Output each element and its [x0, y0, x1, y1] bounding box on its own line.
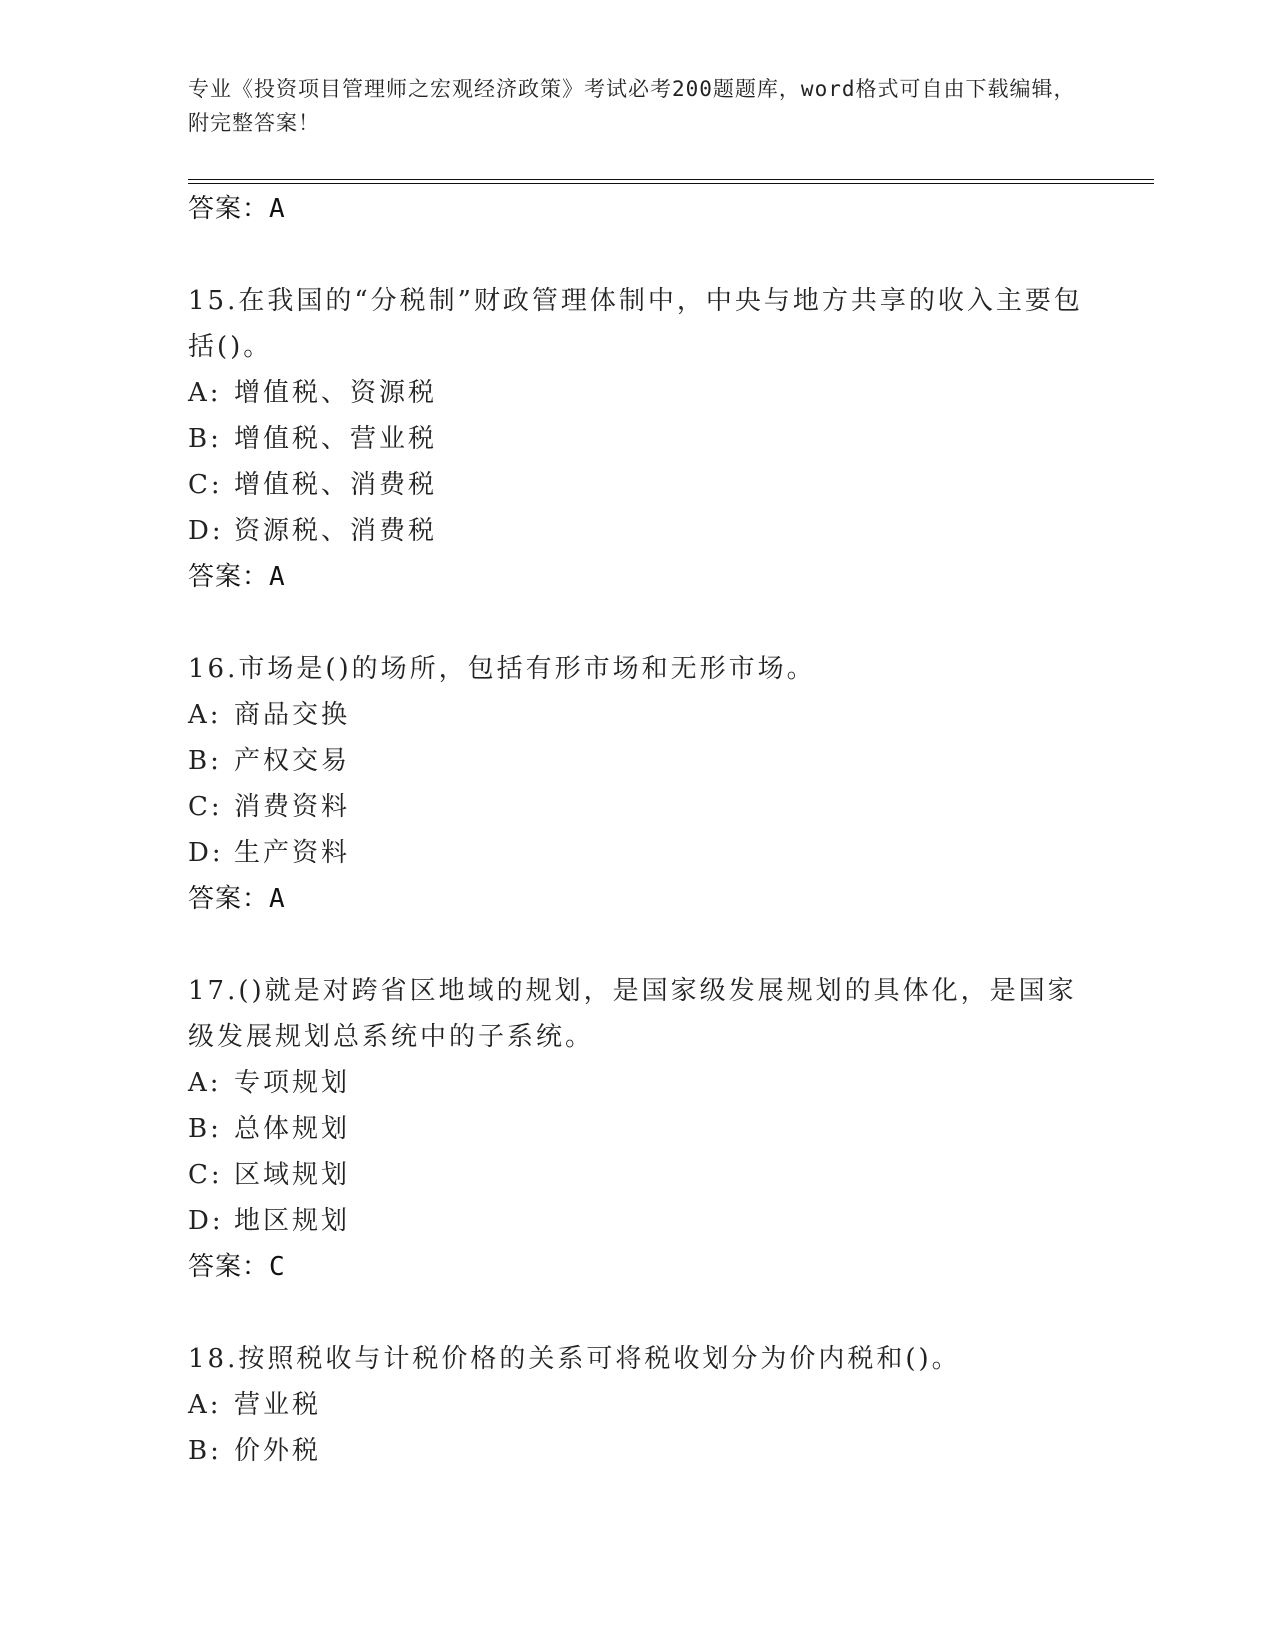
option-d: D: 生产资料	[188, 838, 351, 868]
header-rule-bottom	[188, 183, 1154, 184]
option-c: C: 增值税、消费税	[188, 470, 438, 500]
answer-line: 答案：A	[188, 194, 286, 224]
option-a: A: 营业税	[188, 1390, 322, 1420]
option-c: C: 消费资料	[188, 792, 351, 822]
spacer	[188, 232, 1088, 278]
option-c: C: 区域规划	[188, 1160, 351, 1190]
answer-line: 答案：A	[188, 562, 286, 592]
question-block	[188, 1336, 1088, 1474]
option-a: A: 增值税、资源税	[188, 378, 438, 408]
question-block	[188, 646, 1088, 922]
option-b: B: 总体规划	[188, 1114, 351, 1144]
option-d: D: 资源税、消费税	[188, 516, 438, 546]
document-header: 专业《投资项目管理师之宏观经济政策》考试必考200题题库，word格式可自由下载编辑，附完整答案！	[188, 77, 1076, 135]
question-list	[188, 186, 1088, 1474]
option-b: B: 产权交易	[188, 746, 351, 776]
option-a: A: 专项规划	[188, 1068, 351, 1098]
question-stem: 15.在我国的“分税制”财政管理体制中，中央与地方共享的收入主要包括()。	[188, 286, 1083, 362]
header-rule-top	[188, 179, 1154, 180]
question-stem: 18.按照税收与计税价格的关系可将税收划分为价内税和()。	[188, 1344, 961, 1374]
spacer	[188, 600, 1088, 646]
option-b: B: 增值税、营业税	[188, 424, 438, 454]
answer-line: 答案：A	[188, 884, 286, 914]
option-a: A: 商品交换	[188, 700, 351, 730]
option-d: D: 地区规划	[188, 1206, 351, 1236]
question-stem: 16.市场是()的场所，包括有形市场和无形市场。	[188, 654, 816, 684]
answer-line: 答案：C	[188, 1252, 286, 1282]
spacer	[188, 1290, 1088, 1336]
question-block	[188, 278, 1088, 600]
option-b: B: 价外税	[188, 1436, 322, 1466]
question-stem: 17.()就是对跨省区地域的规划，是国家级发展规划的具体化，是国家级发展规划总系统中的子系统。	[188, 976, 1077, 1052]
question-block	[188, 968, 1088, 1290]
spacer	[188, 922, 1088, 968]
